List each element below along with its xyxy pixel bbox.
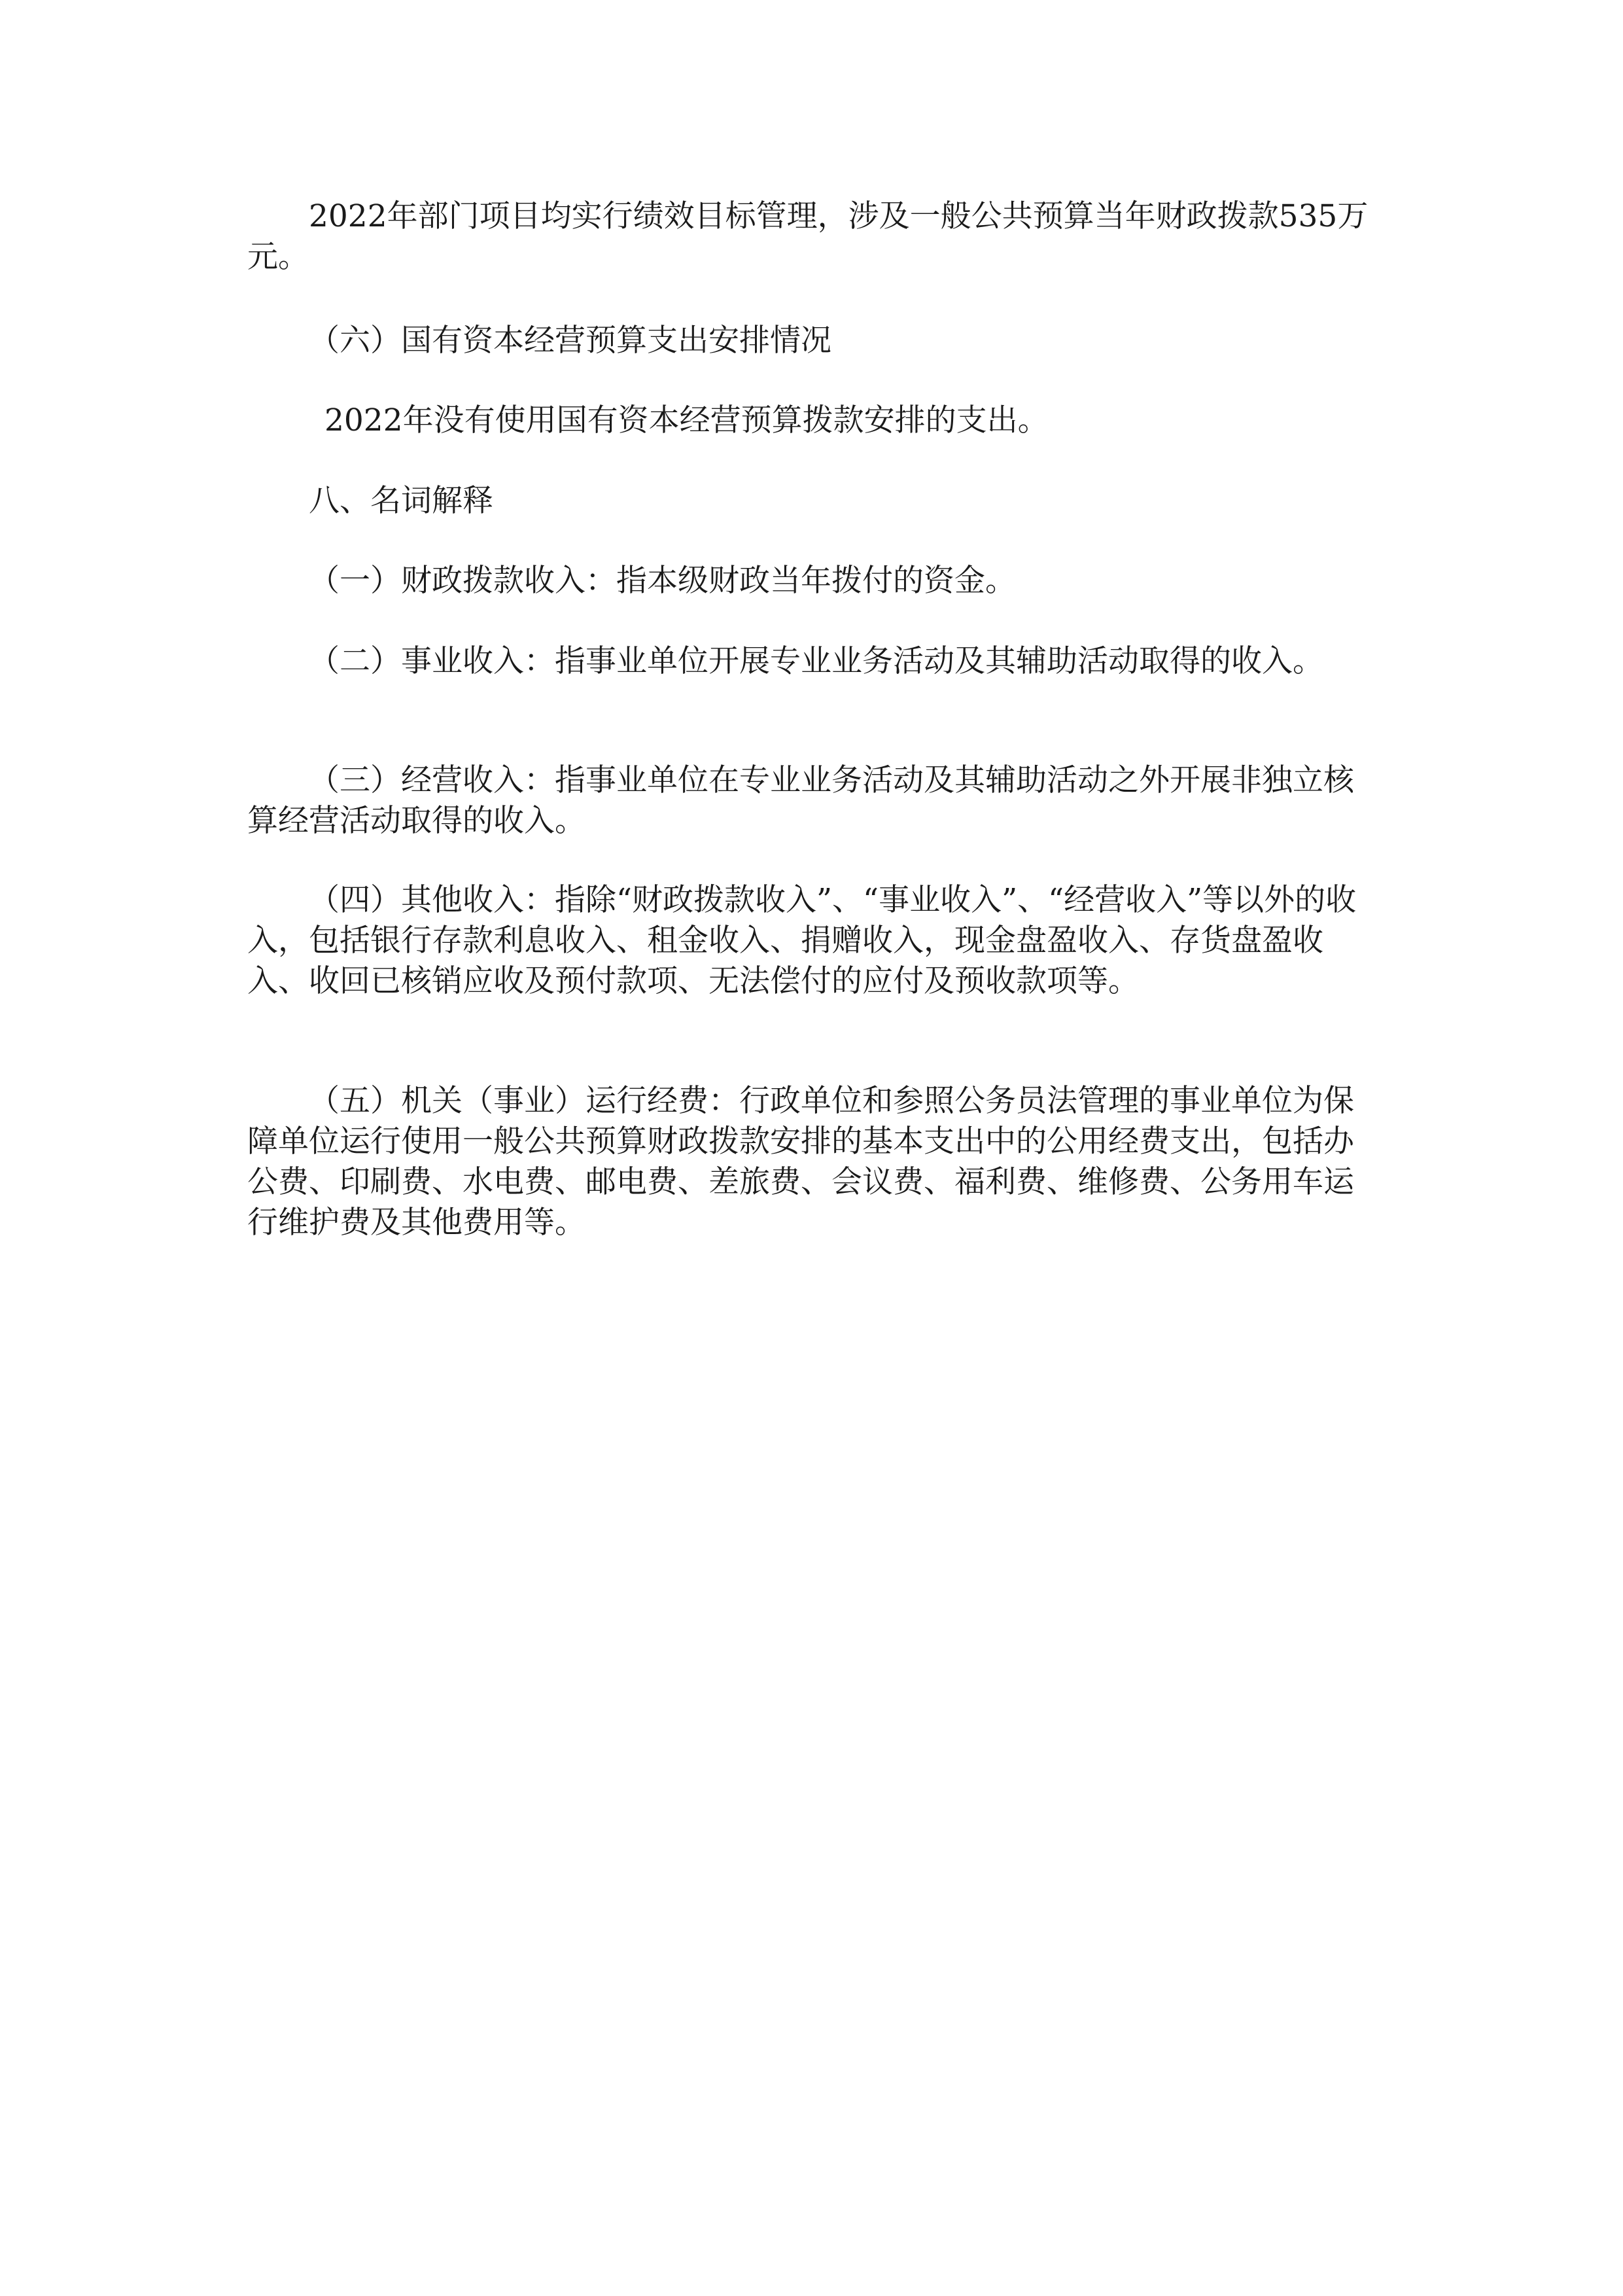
glossary-item-other-income: （四）其他收入：指除“财政拨款收入”、“事业收入”、“经营收入”等以外的收入，包括银行存款利息收入、租金收入、捐赠收入，现金盘盈收入、存货盘盈收入、收回已核销应收及预付款项、无法偿付的应付及预收款项等。 (247, 882, 1357, 999)
paragraph-heading-state-capital: （六）国有资本经营预算支出安排情况 (309, 323, 831, 359)
paragraph-state-capital-none: 2022年没有使用国有资本经营预算拨款安排的支出。 (324, 402, 1049, 438)
glossary-item-business-income: （二）事业收入：指事业单位开展专业业务活动及其辅助活动取得的收入。 (309, 643, 1323, 679)
glossary-item-fiscal-allocation: （一）财政拨款收入：指本级财政当年拨付的资金。 (309, 563, 1016, 599)
glossary-item-operating-income: （三）经营收入：指事业单位在专业业务活动及其辅助活动之外开展非独立核算经营活动取得的收入。 (247, 762, 1354, 839)
section-heading-glossary: 八、名词解释 (309, 483, 493, 519)
glossary-item-operating-expenses: （五）机关（事业）运行经费：行政单位和参照公务员法管理的事业单位为保障单位运行使用一般公共预算财政拨款安排的基本支出中的公用经费支出，包括办公费、印刷费、水电费、邮电费、差旅费、会议费、福利费、维修费、公务用车运行维护费及其他费用等。 (247, 1083, 1354, 1241)
paragraph-project-performance: 2022年部门项目均实行绩效目标管理，涉及一般公共预算当年财政拨款535万元。 (247, 198, 1369, 275)
